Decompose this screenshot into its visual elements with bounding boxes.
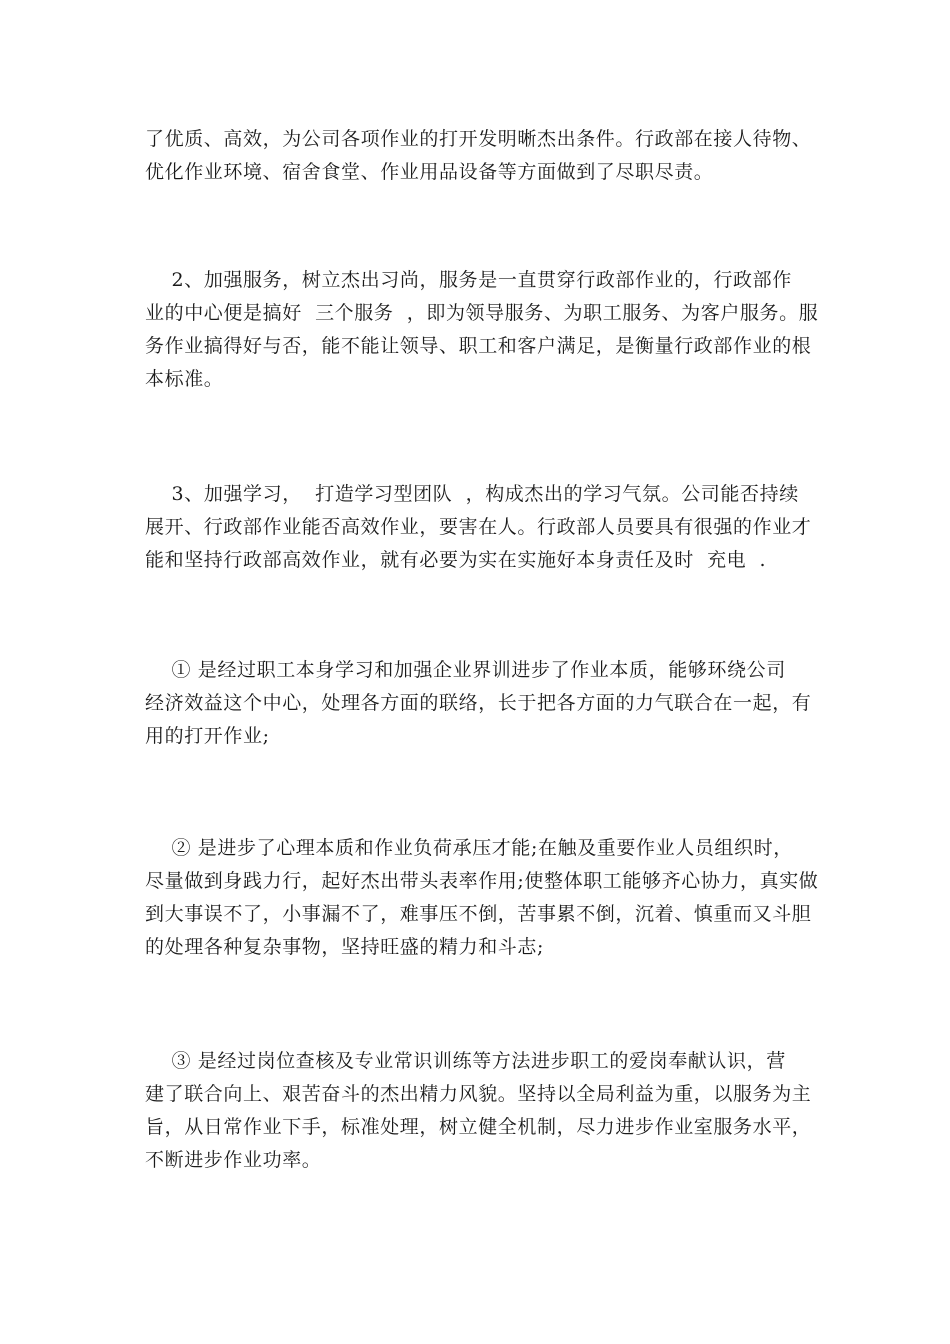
- paragraph-service: [145, 264, 825, 396]
- paragraph-point-1: [145, 654, 825, 753]
- text-line: 旨，从日常作业下手，标准处理，树立健全机制，尽力进步作业室服务水平，: [145, 1116, 812, 1138]
- text-line: 本标准。: [145, 368, 224, 390]
- text-line: 展开、行政部作业能否高效作业，要害在人。行政部人员要具有很强的作业才: [145, 516, 812, 538]
- text-line: 不断进步作业功率。: [145, 1149, 322, 1171]
- text-line: 尽量做到身践力行，起好杰出带头表率作用;使整体职工能够齐心协力，真实做: [145, 870, 819, 892]
- text-line: ③ 是经过岗位查核及专业常识训练等方法进步职工的爱岗奉献认识，营: [145, 1050, 786, 1072]
- text-line: ① 是经过职工本身学习和加强企业界训进步了作业本质，能够环绕公司: [145, 659, 786, 681]
- paragraph-learning: [145, 478, 825, 577]
- text-line: 用的打开作业;: [145, 725, 270, 747]
- paragraph-intro-continuation: [145, 123, 825, 189]
- text-line: 经济效益这个中心，处理各方面的联络，长于把各方面的力气联合在一起，有: [145, 692, 812, 714]
- paragraph-point-2: [145, 832, 825, 964]
- text-line: 了优质、高效，为公司各项作业的打开发明晰杰出条件。行政部在接人待物、: [145, 128, 812, 150]
- text-line: 3、加强学习， 打造学习型团队 ，构成杰出的学习气氛。公司能否持续: [145, 483, 799, 505]
- text-line: 业的中心便是搞好 三个服务 ，即为领导服务、为职工服务、为客户服务。服: [145, 302, 819, 324]
- text-line: 优化作业环境、宿舍食堂、作业用品设备等方面做到了尽职尽责。: [145, 161, 714, 183]
- text-line: 建了联合向上、艰苦奋斗的杰出精力风貌。坚持以全局利益为重，以服务为主: [145, 1083, 812, 1105]
- text-line: 的处理各种复杂事物，坚持旺盛的精力和斗志;: [145, 936, 545, 958]
- paragraph-point-3: [145, 1045, 825, 1177]
- text-line: 能和坚持行政部高效作业，就有必要为实在实施好本身责任及时 充电 .: [145, 549, 767, 571]
- text-line: 务作业搞得好与否，能不能让领导、职工和客户满足，是衡量行政部作业的根: [145, 335, 812, 357]
- text-line: ② 是进步了心理本质和作业负荷承压才能;在触及重要作业人员组织时，: [145, 837, 793, 859]
- text-line: 到大事误不了，小事漏不了，难事压不倒，苦事累不倒，沉着、慎重而又斗胆: [145, 903, 812, 925]
- text-line: 2、加强服务，树立杰出习尚，服务是一直贯穿行政部作业的，行政部作: [145, 269, 792, 291]
